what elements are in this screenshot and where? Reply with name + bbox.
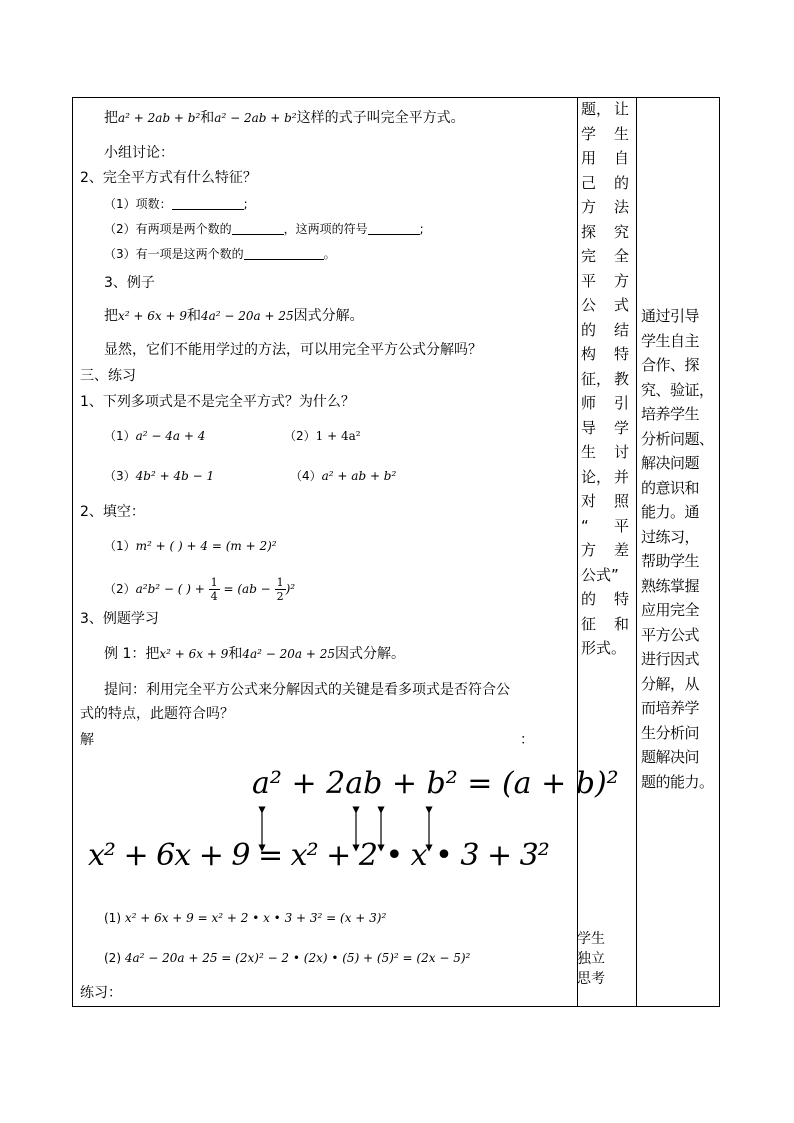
example-1: 例 1：把x² + 6x + 9和4a² − 20a + 25因式分解。 [104,646,406,662]
activity-text-row: 学生 [577,931,605,947]
example-question: 显然，它们不能用学过的方法，可以用完全平方公式分解吗？ [104,342,482,358]
answer-blank[interactable] [244,245,324,260]
question-2-2: （2）有两项是两个数的 ，这两项的符号 ; [104,222,424,236]
activity-text-row: 公式” [581,565,619,584]
formula-bottom: x² + 6x + 9 = x² + 2 • x • 3 + 3² [88,838,549,873]
intent-text-row: 解决问题 [641,454,700,472]
activity-text-row: 思考 [577,971,605,987]
question-2-3: （3）有一项是这两个数的 。 [104,247,336,261]
activity-text-row: 论， 并 [581,467,629,486]
ask-line-1: 提问：利用完全平方公式来分解因式的关键是看多项式是否符合公 [104,682,510,698]
solve-colon: ： [520,732,534,748]
section-practice: 三、练习 [80,368,136,384]
activity-text-row: 征 和 [581,614,629,633]
activity-text-row: 的 特 [581,590,629,608]
answer-blank[interactable] [232,220,284,235]
practice-1: 1、下列多项式是不是完全平方式？为什么？ [80,394,355,410]
activity-text-row: 探 究 [581,222,629,241]
fraction: $\frac{1}{2}$ [276,576,284,603]
activity-text-row: 的 结 [581,320,629,339]
student-activity-column [577,97,633,661]
intent-text-row: 学生自主 [641,331,700,350]
intent-text-row: 平方公式 [641,625,700,644]
activity-text-row: 形式。 [581,639,627,657]
intent-text-row: 过练习， [641,527,700,546]
activity-text-row: 题， 让 [581,100,629,118]
activity-text-row: 师 引 [581,394,629,412]
formula-top: a² + 2ab + b² = (a + b)² [252,766,619,801]
activity-text-row: 公 式 [581,296,629,314]
practice-label: 练习： [80,985,122,1001]
practice-2: 2、填空： [80,504,145,520]
student-activity-column [577,928,633,988]
example-line: 把x² + 6x + 9和4a² − 20a + 25因式分解。 [104,308,364,324]
practice-1-item: （3）4b² + 4b − 1 [104,469,215,483]
intent-text-row: 应用完全 [641,601,700,619]
question-2-1: （1）项数： ; [104,197,248,211]
activity-text-row: 征， 教 [581,369,629,388]
solve-label: 解 [80,732,94,748]
activity-text-row: 构 特 [581,345,629,363]
intent-text-row: 题解决问 [641,748,700,766]
activity-text-row: 完 全 [581,247,629,265]
activity-text-row: 对 照 [581,492,629,510]
group-discussion: 小组讨论： [104,145,174,161]
question-2: 2、完全平方式有什么特征？ [80,170,257,186]
activity-text-row: 学 生 [581,124,629,143]
practice-1-item: （1）a² − 4a + 4 [104,429,206,443]
intent-text-row: 进行因式 [641,650,700,668]
solution-1: (1) x² + 6x + 9 = x² + 2 • x • 3 + 3² = (x + 3)² [104,911,387,925]
practice-1-item: （4）a² + ab + b² [290,469,397,483]
intent-text-row: 能力。通 [641,503,700,521]
intent-text-row: 题的能力。 [641,772,714,791]
activity-text-row: “ 平 [581,516,629,535]
answer-blank[interactable] [172,195,244,210]
intent-text-row: 究、验证， [641,380,714,399]
activity-text-row: 平 方 [581,271,629,290]
ask-line-2: 式的特点，此题符合吗？ [80,706,234,722]
fill-blank-1: （1）m² + ( ) + 4 = (m + 2)² [104,539,277,553]
activity-text-row: 生 讨 [581,443,629,461]
intent-text-row: 分析问题、 [641,429,714,448]
solution-2: (2) 4a² − 20a + 25 = (2x)² − 2 • (2x) • (5) + (5)² = (2x − 5)² [104,951,471,965]
practice-3: 3、例题学习 [80,611,159,627]
fraction: $\frac{1}{4}$ [210,576,218,603]
intent-text-row: 帮助学生 [641,552,700,570]
activity-text-row: 方 差 [581,541,629,559]
intent-text-row: 通过引导 [641,307,700,325]
design-intent-column [641,304,719,794]
fill-blank-2: （2）a²b² − ( ) + $\frac{1}{4}$ = (ab − $\frac{1}{2}$ )² [104,576,296,603]
intent-text-row: 熟练掌握 [641,576,700,595]
intro-line: 把a² + 2ab + b²和a² − 2ab + b²这样的式子叫完全平方式。 [104,110,465,126]
intent-text-row: 而培养学 [641,699,700,717]
activity-text-row: 用 自 [581,149,629,167]
activity-text-row: 独立 [577,951,605,967]
column-divider [636,98,637,1006]
activity-text-row: 己 的 [581,173,629,192]
intent-text-row: 生分析问 [641,723,700,742]
intent-text-row: 分解，从 [641,674,700,693]
intent-text-row: 培养学生 [641,405,700,423]
activity-text-row: 导 学 [581,418,629,437]
practice-1-item: （2）1 + 4a² [284,429,361,443]
answer-blank[interactable] [368,220,420,235]
example-heading: 3、例子 [104,275,155,291]
intent-text-row: 的意识和 [641,478,700,497]
activity-text-row: 方 法 [581,198,629,216]
intent-text-row: 合作、探 [641,356,700,374]
